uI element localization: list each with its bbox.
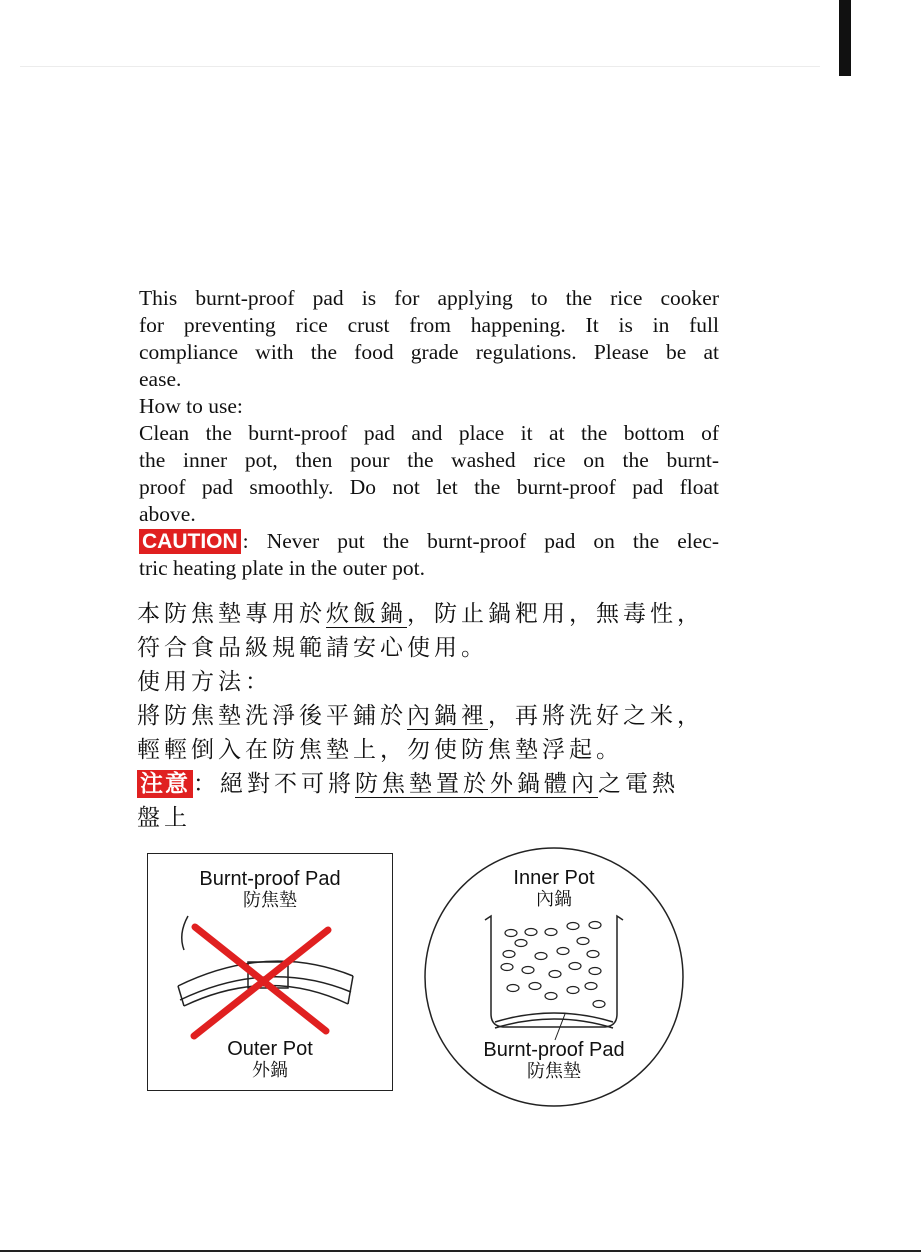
fig1-top-label-en: Burnt-proof Pad [199,868,341,890]
fig1-bottom-label-en: Outer Pot [227,1038,313,1060]
zh-line-3 [137,699,722,733]
howto-heading: How to use: [139,394,243,418]
zh-line-3-underlined: 內鍋裡 [407,703,488,729]
zh-line-3-a: 將防焦墊洗淨後平鋪於 [137,703,407,729]
howto-line-3: proof pad smoothly. Do not let the burnt-proof pad float [139,475,719,499]
zh-line-1 [137,597,722,631]
scan-line [20,66,820,67]
caution-text-1: : Never put the burnt-proof pad on the elec- [242,529,719,553]
caution-label: CAUTION [139,529,241,554]
zh-note-a: ：絕對不可將 [193,771,355,797]
zh-line-1-underlined: 炊飯鍋 [326,601,407,627]
zh-line-3-b: ，再將洗好之米， [488,703,704,729]
zh-heading: 使用方法： [137,669,272,695]
intro-line-1: This burnt-proof pad is for applying to the rice cooker [139,286,719,310]
english-instructions [139,285,719,582]
intro-line-4: ease. [139,367,182,391]
zh-note-line-2: 盤上 [137,805,191,831]
intro-line-3: compliance with the food grade regulations. Please be at [139,340,719,364]
fig2-top-label-en: Inner Pot [513,867,595,889]
zh-note-label: 注意 [137,770,193,798]
zh-note-underlined: 防焦墊置於外鍋體內 [355,771,598,797]
zh-line-1-a: 本防焦墊專用於 [137,601,326,627]
caution-line-1 [139,528,719,555]
inner-pot-figure [423,846,685,1108]
outer-pot-figure [147,853,393,1091]
zh-note-line [137,767,722,801]
fig2-bottom-label-zh: 防焦墊 [527,1061,581,1082]
fig2-top-label-zh: 內鍋 [536,889,572,910]
edge-marker [839,0,851,76]
caution-line-2: tric heating plate in the outer pot. [139,556,425,580]
fig2-bottom-label-en: Burnt-proof Pad [483,1039,625,1061]
chinese-instructions [137,597,722,835]
intro-line-2: for preventing rice crust from happening. It is in full [139,313,719,337]
zh-line-1-b: ，防止鍋粑用，無毒性， [407,601,704,627]
howto-line-4: above. [139,502,196,526]
fig1-top-label-zh: 防焦墊 [243,890,297,911]
zh-note-b: 之電熱 [598,771,679,797]
fig1-bottom-label-zh: 外鍋 [252,1060,288,1081]
howto-line-1: Clean the burnt-proof pad and place it at the bottom of [139,421,719,445]
howto-line-2: the inner pot, then pour the washed rice on the burnt- [139,448,719,472]
zh-line-2: 符合食品級規範請安心使用。 [137,635,488,661]
zh-line-4: 輕輕倒入在防焦墊上，勿使防焦墊浮起。 [137,737,623,763]
page-bottom-edge [0,1250,921,1252]
